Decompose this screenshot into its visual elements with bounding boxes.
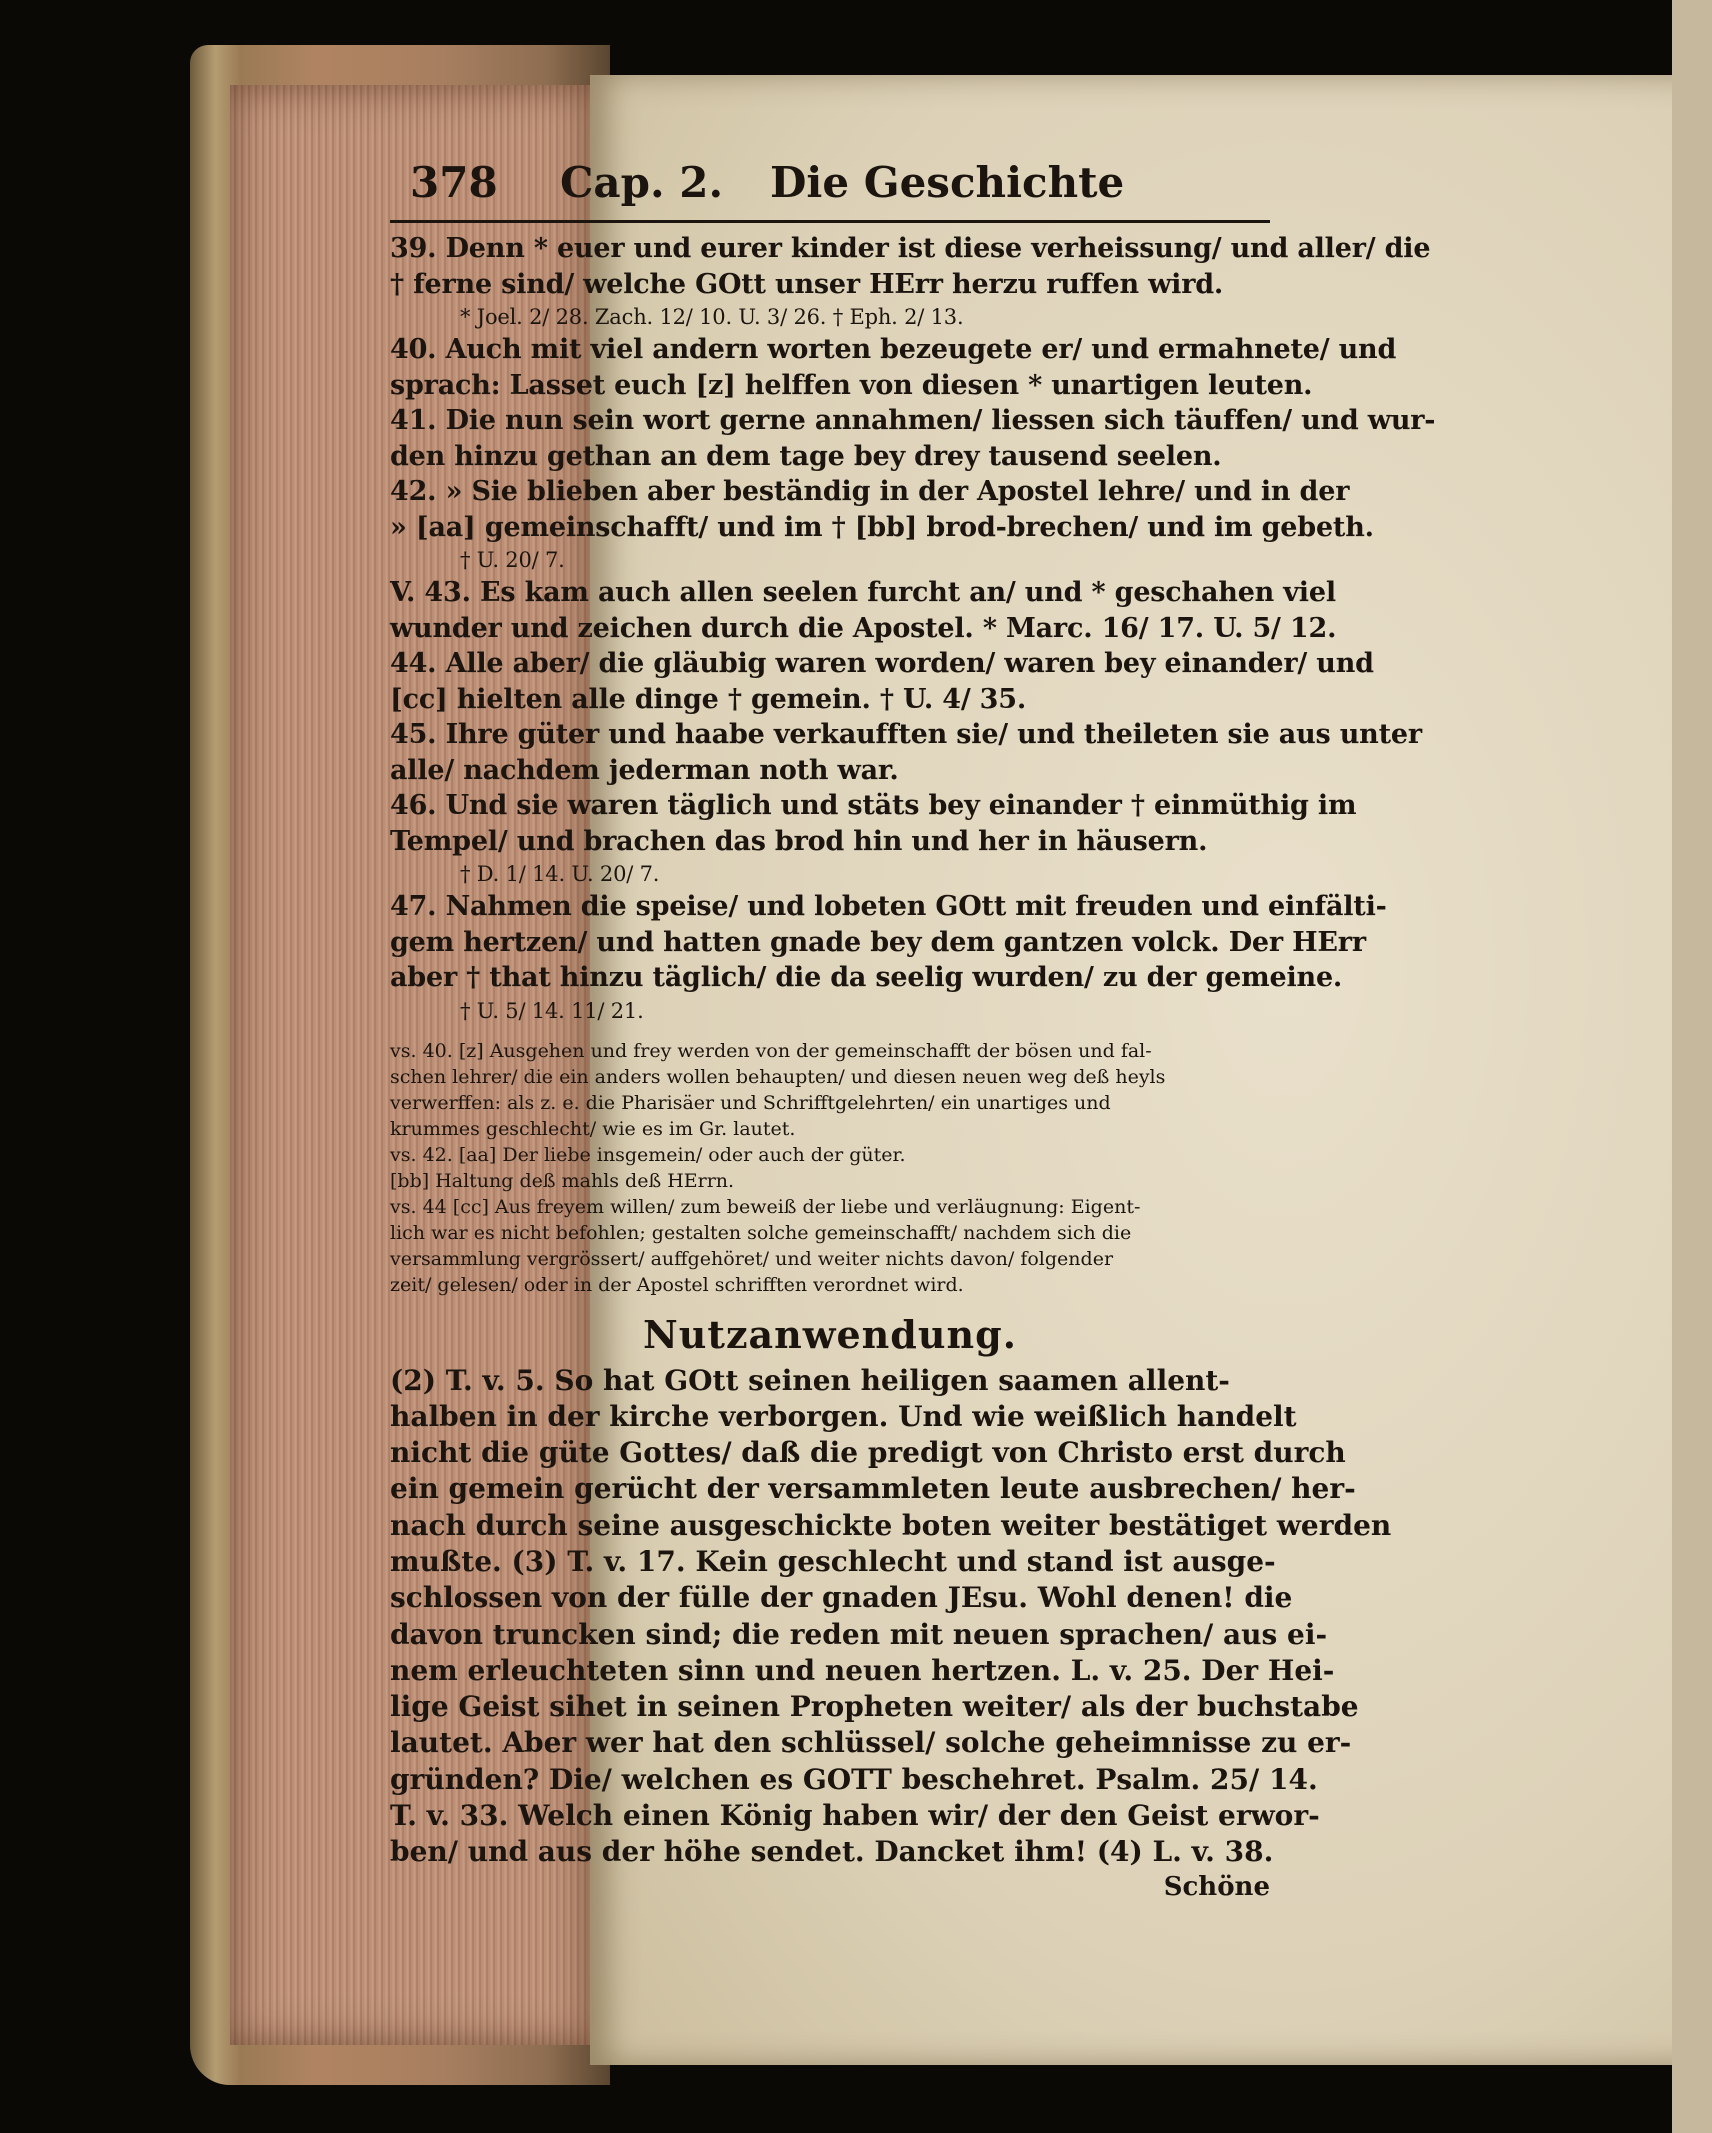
application-line: gründen? Die/ welchen es GOTT beschehret. Psalm. 25/ 14. [390, 1762, 1318, 1796]
footnote-line: vs. 42. [aa] Der liebe insgemein/ oder auch der güter. [390, 1143, 906, 1166]
application-line: mußte. (3) T. v. 17. Kein geschlecht und stand ist ausge- [390, 1544, 1276, 1578]
verse-line: 39. Denn * euer und eurer kinder ist diese verheissung/ und aller/ die [390, 233, 1431, 264]
chapter-label: Cap. 2. [560, 158, 724, 207]
footnote-line: [bb] Haltung deß mahls deß HErrn. [390, 1169, 735, 1192]
application-text [390, 1363, 1392, 1871]
application-line: nem erleuchteten sinn und neuen hertzen. L. v. 25. Der Hei- [390, 1653, 1335, 1687]
application-line: davon truncken sind; die reden mit neuen sprachen/ aus ei- [390, 1617, 1328, 1651]
footnote-line: vs. 44 [cc] Aus freyem willen/ zum beweiß der liebe und verläugnung: Eigent- [390, 1195, 1141, 1218]
verse-line: V. 43. Es kam auch allen seelen furcht an/ und * geschahen viel [390, 577, 1336, 608]
verse-line: 45. Ihre güter und haabe verkaufften sie/ und theileten sie aus unter [390, 719, 1422, 750]
application-line: schlossen von der fülle der gnaden JEsu. Wohl denen! die [390, 1581, 1293, 1615]
footnote-line: schen lehrer/ die ein anders wollen behaupten/ und diesen neuen weg deß heyls [390, 1065, 1166, 1088]
verse-line: den hinzu gethan an dem tage bey drey tausend seelen. [390, 440, 1222, 472]
page-content [390, 150, 1436, 1903]
verse-line: sprach: Lasset euch [z] helffen von diesen * unartigen leuten. [390, 369, 1313, 401]
application-line: ben/ und aus der höhe sendet. Dancket ihm! (4) L. v. 38. [390, 1835, 1274, 1869]
catchword: Schöne [1163, 1871, 1270, 1902]
verse-line: 46. Und sie waren täglich und stäts bey einander † einmüthig im [390, 790, 1357, 821]
cross-reference-line: † U. 20/ 7. [460, 548, 565, 572]
cross-reference-line: * Joel. 2/ 28. Zach. 12/ 10. U. 3/ 26. † Eph. 2/ 13. [460, 305, 964, 329]
verse-line: aber † that hinzu täglich/ die da seelig wurden/ zu der gemeine. [390, 962, 1343, 993]
verse-line: alle/ nachdem jederman noth war. [390, 754, 899, 786]
verse-line: 40. Auch mit viel andern worten bezeugete er/ und ermahnete/ und [390, 334, 1397, 365]
facing-page-edge [1672, 0, 1712, 2133]
verse-line: gem hertzen/ und hatten gnade bey dem gantzen volck. Der HErr [390, 926, 1366, 958]
verse-line: 44. Alle aber/ die gläubig waren worden/ waren bey einander/ und [390, 648, 1374, 679]
application-line: halben in der kirche verborgen. Und wie weißlich handelt [390, 1399, 1297, 1433]
verse-line: 41. Die nun sein wort gerne annahmen/ liessen sich täuffen/ und wur- [390, 405, 1436, 436]
application-section [390, 1311, 1392, 1903]
verse-line: 47. Nahmen die speise/ und lobeten GOtt mit freuden und einfälti- [390, 891, 1387, 922]
footnote-line: versammlung vergrössert/ auffgehöret/ und weiter nichts davon/ folgender [390, 1247, 1114, 1270]
footnote-line: krummes geschlecht/ wie es im Gr. lautet. [390, 1117, 796, 1140]
section-heading: Nutzanwendung. [643, 1311, 1017, 1357]
page-number: 378 [410, 158, 498, 207]
application-line: nach durch seine ausgeschickte boten weiter bestätiget werden [390, 1508, 1392, 1542]
cross-reference-line: † U. 5/ 14. 11/ 21. [460, 998, 644, 1023]
application-line: ein gemein gerücht der versammleten leute ausbrechen/ her- [390, 1472, 1356, 1506]
footnote-line: verwerffen: als z. e. die Pharisäer und Schrifftgelehrten/ ein unartiges und [390, 1091, 1111, 1114]
verse-line: wunder und zeichen durch die Apostel. * Marc. 16/ 17. U. 5/ 12. [390, 612, 1337, 644]
footnote-line: zeit/ gelesen/ oder in der Apostel schrifften verordnet wird. [390, 1273, 964, 1296]
application-line: lautet. Aber wer hat den schlüssel/ solche geheimnisse zu er- [390, 1726, 1352, 1760]
verse-line: Tempel/ und brachen das brod hin und her in häusern. [390, 825, 1208, 857]
verse-line: † ferne sind/ welche GOtt unser HErr herzu ruffen wird. [390, 268, 1224, 300]
application-line: (2) T. v. 5. So hat GOtt seinen heiligen saamen allent- [390, 1363, 1230, 1397]
footnote-line: lich war es nicht befohlen; gestalten solche gemeinschafft/ nachdem sich die [390, 1221, 1132, 1244]
verse-block [390, 231, 1436, 1026]
running-header [390, 150, 1270, 223]
verse-line: [cc] hielten alle dinge † gemein. † U. 4/ 35. [390, 683, 1027, 715]
verse-line: 42. » Sie blieben aber beständig in der Apostel lehre/ und in der [390, 476, 1350, 507]
cross-reference-line: † D. 1/ 14. U. 20/ 7. [460, 862, 660, 886]
footnote-line: vs. 40. [z] Ausgehen und frey werden von der gemeinschafft der bösen und fal- [390, 1039, 1152, 1062]
verse-line: » [aa] gemeinschafft/ und im † [bb] brod-brechen/ und im gebeth. [390, 511, 1374, 543]
application-line: nicht die güte Gottes/ daß die predigt von Christo erst durch [390, 1436, 1346, 1470]
application-line: T. v. 33. Welch einen König haben wir/ der den Geist erwor- [390, 1799, 1320, 1833]
footnotes [390, 1038, 1270, 1298]
running-title: Die Geschichte [770, 158, 1125, 207]
application-line: lige Geist sihet in seinen Propheten weiter/ als der buchstabe [390, 1690, 1359, 1724]
